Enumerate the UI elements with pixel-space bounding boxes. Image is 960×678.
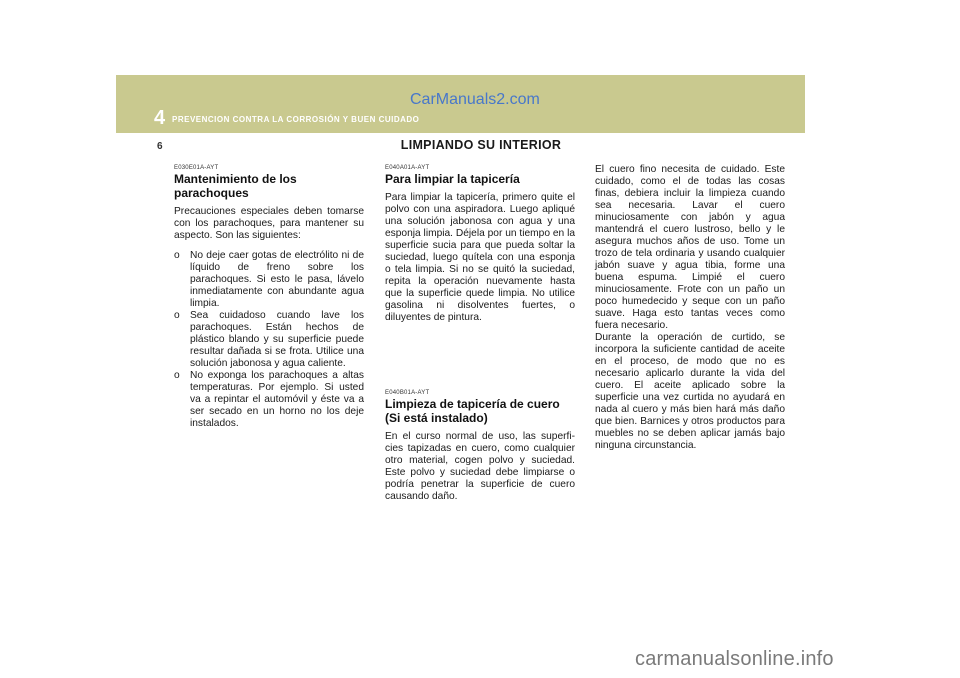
bullet-marker: o	[174, 310, 180, 321]
column-leather	[385, 390, 575, 503]
bullet-marker: o	[174, 250, 180, 261]
section-code: E040A01A-AYT	[385, 165, 430, 171]
section-body: En el curso normal de uso, las superfi-cies tapizadas en cuero, como cualquier otro material, cogen polvo y suciedad. Este polvo y suciedad debe limpiarse o podría penetrar la superficie de cuero causando daño.	[385, 431, 575, 502]
chapter-title: PREVENCION CONTRA LA CORROSIÓN Y BUEN CUIDADO	[172, 115, 420, 124]
list-item-text: Sea cuidadoso cuando lave los parachoques. Están hechos de plástico blando y su superficie puede resultar dañada si se frota. Utilice una solución jabonosa y agua caliente.	[190, 310, 364, 369]
section-intro: Precauciones especiales deben tomarse con los parachoques, para mantener su aspecto. Son las siguientes:	[174, 206, 364, 241]
watermark-link[interactable]: CarManuals2.com	[410, 91, 540, 108]
section-heading: Para limpiar la tapicería	[385, 172, 520, 186]
page-number: 6	[157, 141, 163, 152]
section-heading: Limpieza de tapicería de cuero (Si está instalado)	[385, 397, 560, 425]
list-item	[174, 250, 364, 310]
section-heading: Mantenimiento de los parachoques	[174, 172, 297, 200]
chapter-number: 4	[154, 107, 166, 129]
column-leather-care	[595, 164, 785, 452]
paragraph: El cuero fino necesita de cuidado. Este cuidado, como el de todas las cosas finas, debiera incluir la limpieza cuando sea necesaria. Lavar el cuero minuciosamente con jabón y agua mantendrá el cuero lustroso, bello y le asegura muchos años de uso. Tome un trozo de tela ordinaria y usando cualquier jabón suave y agua tibia, forme una buena espuma. Limpié el cuero minuciosamente. Frote con un paño un poco humedecido y seque con un paño suave. Haga esto tantas veces como fuera necesario.	[595, 164, 785, 331]
bullet-list	[174, 250, 364, 430]
paragraph: Durante la operación de curtido, se incorpora la suficiente cantidad de aceite en el proceso, de modo que no es necesario aplicarlo durante la vida del cuero. El aceite aplicado sobre la superficie una vez curtida no ayudará en nada al cuero y más bien hará más daño que bien. Barnices y otros productos para muebles no se deben aplicar jamás bajo ninguna circunstancia.	[595, 332, 785, 451]
list-item	[174, 370, 364, 430]
column-upholstery	[385, 165, 575, 324]
list-item-text: No deje caer gotas de electrólito ni de líquido de freno sobre los parachoques. Si esto le pasa, lávelo inmediatamente con abundante agua limpia.	[190, 250, 364, 309]
section-tab: LIMPIANDO SU INTERIOR	[383, 133, 579, 157]
list-item-text: No exponga los parachoques a altas temperaturas. Por ejemplo. Si usted va a repintar el automóvil y éste va a ser secado en un horno no los deje instalados.	[190, 370, 364, 429]
section-code: E030E01A-AYT	[174, 165, 219, 171]
bullet-marker: o	[174, 370, 180, 381]
column-bumpers	[174, 165, 364, 430]
footer-watermark[interactable]: carmanualsonline.info	[635, 648, 834, 670]
section-body: Para limpiar la tapicería, primero quite el polvo con una aspiradora. Luego apliqué una solución jabonosa con agua y una esponja limpia. Déjela por un tiempo en la superficie sucia para que pueda soltar la suciedad, luego quítela con una esponja o tela limpia. Si no se quitó la suciedad, repita la operación nuevamente hasta que la superficie quede limpia. No utilice gasolina ni disolventes fuertes, o diluyentes de pintura.	[385, 192, 575, 323]
section-code: E040B01A-AYT	[385, 390, 430, 396]
list-item	[174, 310, 364, 370]
